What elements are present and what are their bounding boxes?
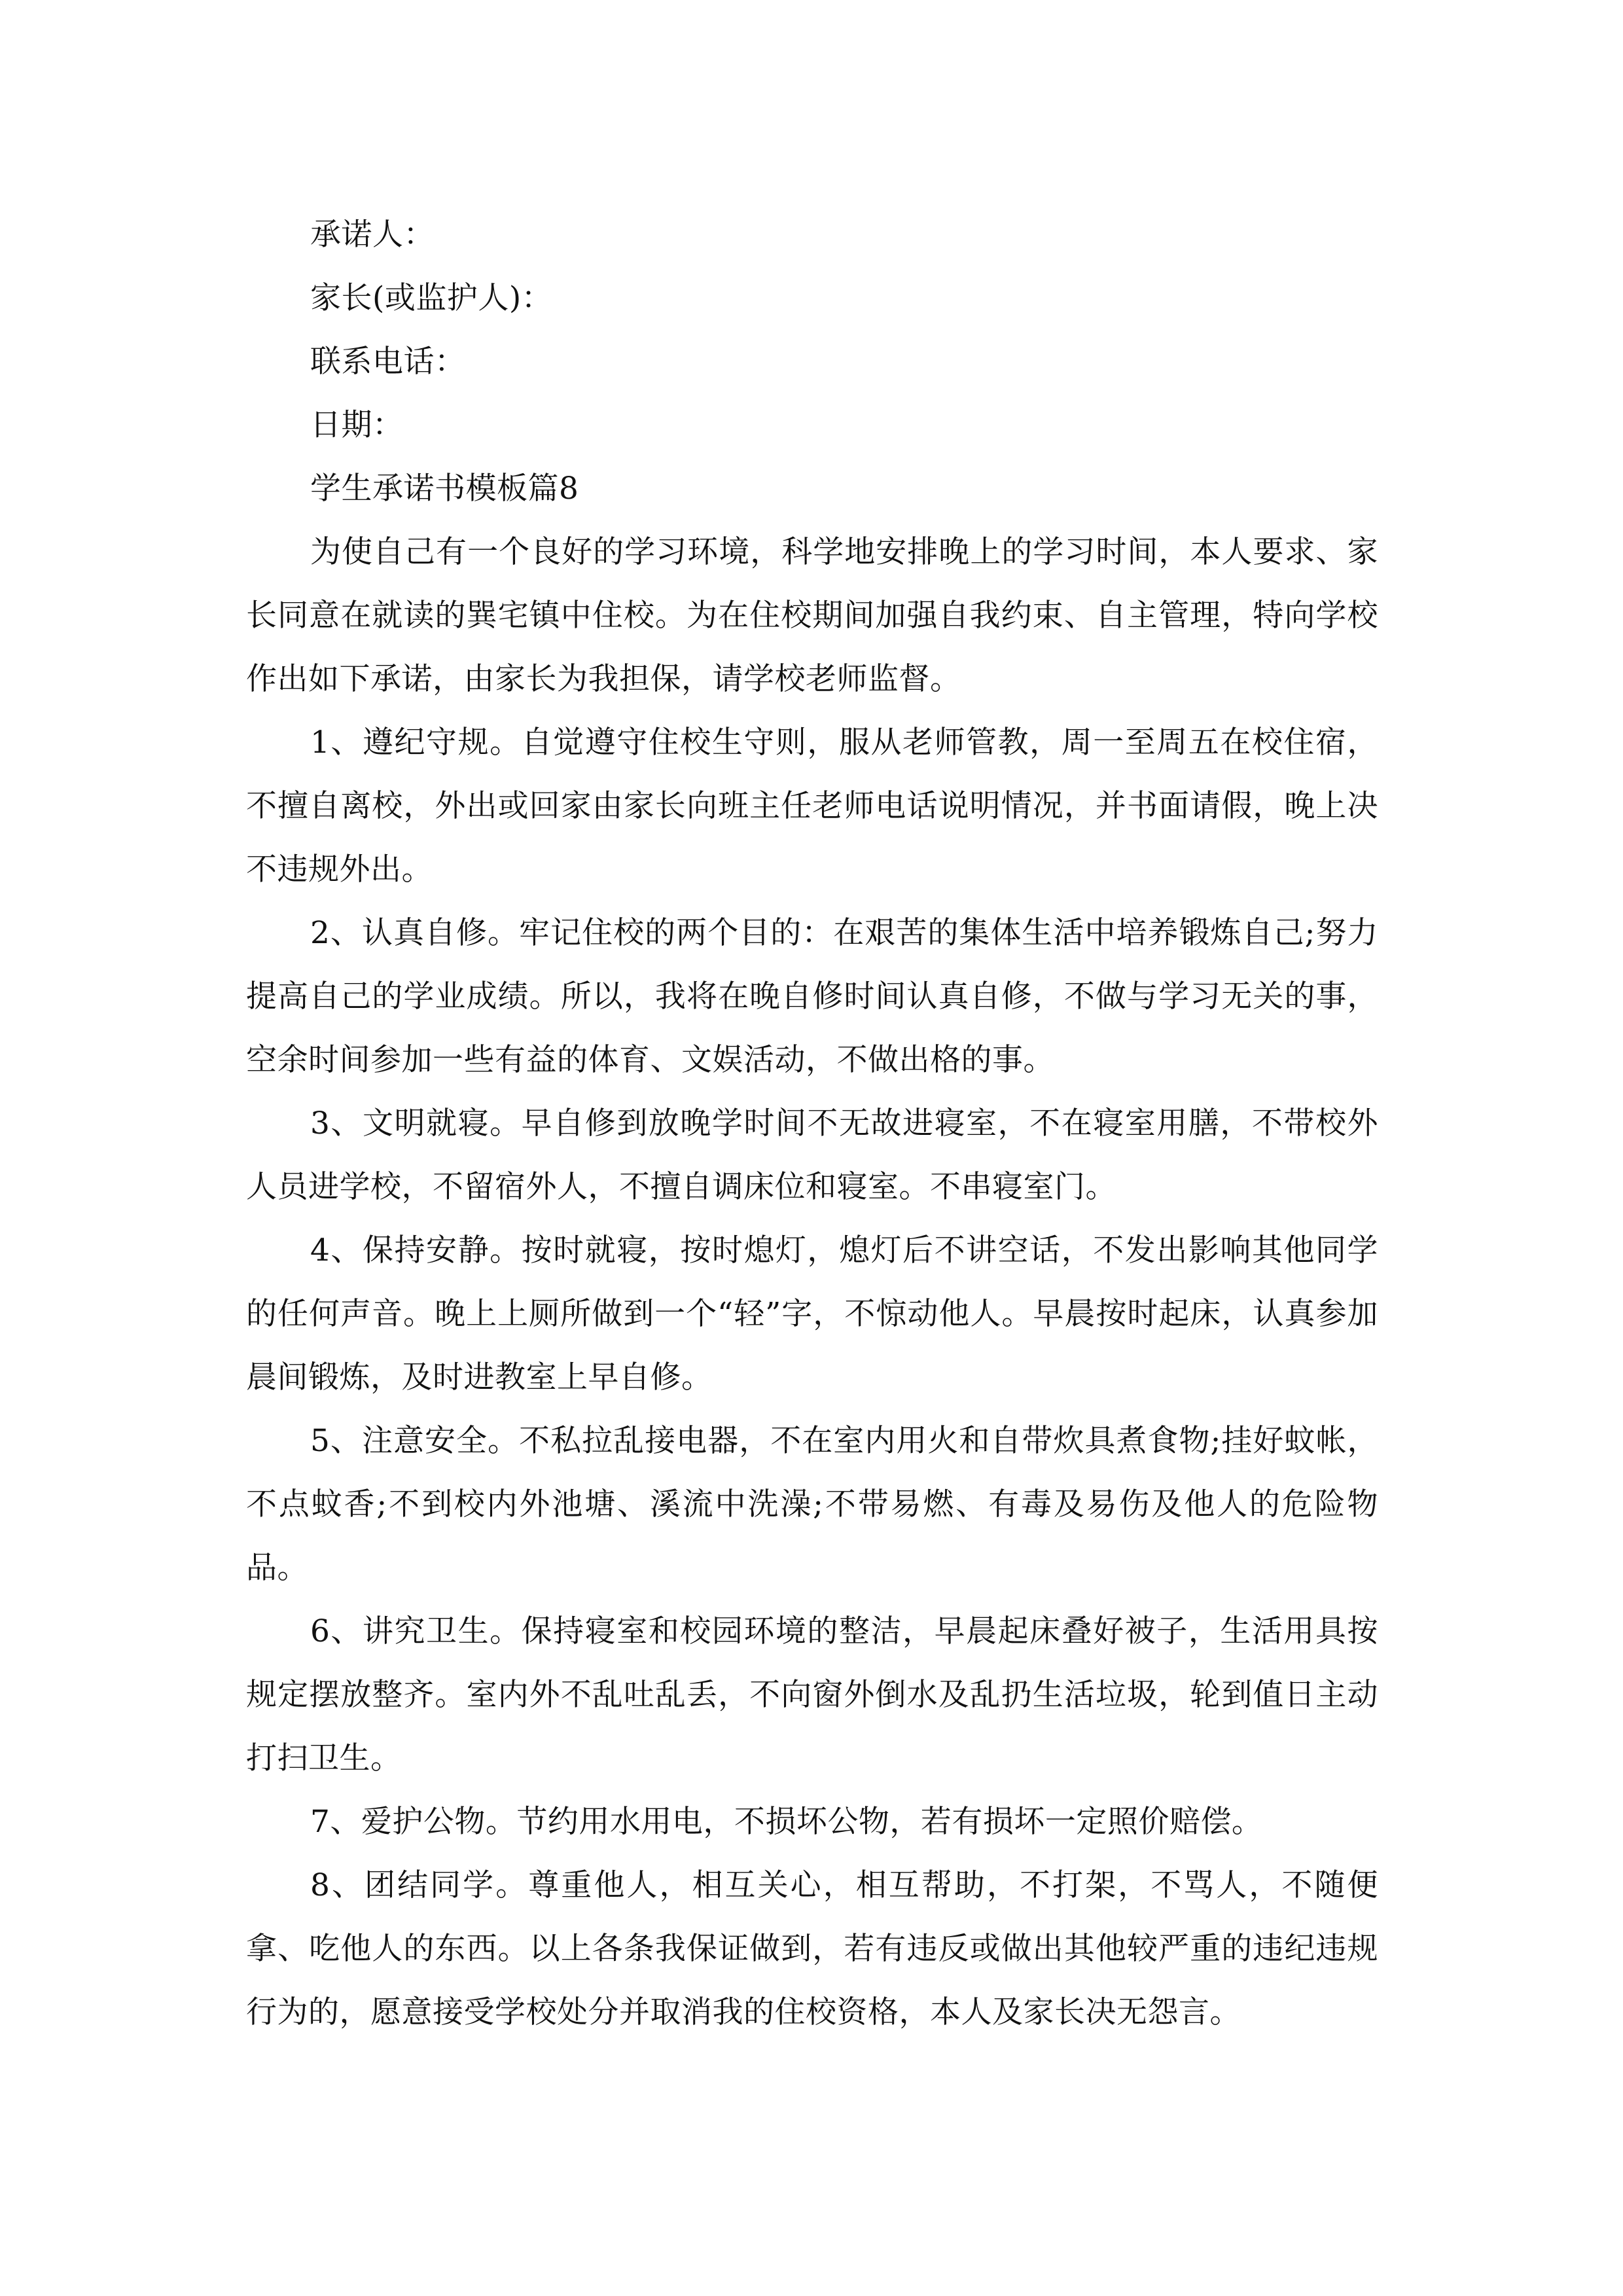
parent-field: 家长(或监护人)： xyxy=(310,280,553,316)
rule-6-paragraph: 6、讲究卫生。保持寝室和校园环境的整洁，早晨起床叠好被子，生活用具按规定摆放整齐。室内外不乱吐乱丢，不向窗外倒水及乱扔生活垃圾，轮到值日主动打扫卫生。 xyxy=(246,1613,1378,1776)
date-field: 日期： xyxy=(310,407,404,443)
phone-field: 联系电话： xyxy=(310,344,466,380)
rule-2-paragraph: 2、认真自修。牢记住校的两个目的：在艰苦的集体生活中培养锻炼自己;努力提高自己的学业成绩。所以，我将在晚自修时间认真自修，不做与学习无关的事，空余时间参加一些有益的体育、文娱活动，不做出格的事。 xyxy=(246,915,1378,1078)
rule-1-paragraph: 1、遵纪守规。自觉遵守住校生守则，服从老师管教，周一至周五在校住宿，不擅自离校，外出或回家由家长向班主任老师电话说明情况，并书面请假，晚上决不违规外出。 xyxy=(246,725,1378,888)
rule-5-paragraph: 5、注意安全。不私拉乱接电器，不在室内用火和自带炊具煮食物;挂好蚊帐，不点蚊香;不到校内外池塘、溪流中洗澡;不带易燃、有毒及易伤及他人的危险物品。 xyxy=(246,1423,1378,1586)
promisor-field: 承诺人： xyxy=(310,217,435,253)
document-body xyxy=(246,203,1378,2044)
intro-paragraph: 为使自己有一个良好的学习环境，科学地安排晚上的学习时间，本人要求、家长同意在就读的巽宅镇中住校。为在住校期间加强自我约束、自主管理，特向学校作出如下承诺，由家长为我担保，请学校老师监督。 xyxy=(246,534,1378,697)
rule-7-paragraph: 7、爱护公物。节约用水用电，不损坏公物，若有损坏一定照价赔偿。 xyxy=(310,1804,1263,1840)
section-title: 学生承诺书模板篇8 xyxy=(310,471,579,507)
rule-3-paragraph: 3、文明就寝。早自修到放晚学时间不无故进寝室，不在寝室用膳，不带校外人员进学校，不留宿外人，不擅自调床位和寝室。不串寝室门。 xyxy=(246,1105,1378,1205)
rule-8-paragraph: 8、团结同学。尊重他人，相互关心，相互帮助，不打架，不骂人，不随便拿、吃他人的东西。以上各条我保证做到，若有违反或做出其他较严重的违纪违规行为的，愿意接受学校处分并取消我的住校资格，本人及家长决无怨言。 xyxy=(246,1867,1378,2030)
rule-4-paragraph: 4、保持安静。按时就寝，按时熄灯，熄灯后不讲空话，不发出影响其他同学的任何声音。晚上上厕所做到一个“轻”字，不惊动他人。早晨按时起床，认真参加晨间锻炼，及时进教室上早自修。 xyxy=(246,1232,1378,1395)
